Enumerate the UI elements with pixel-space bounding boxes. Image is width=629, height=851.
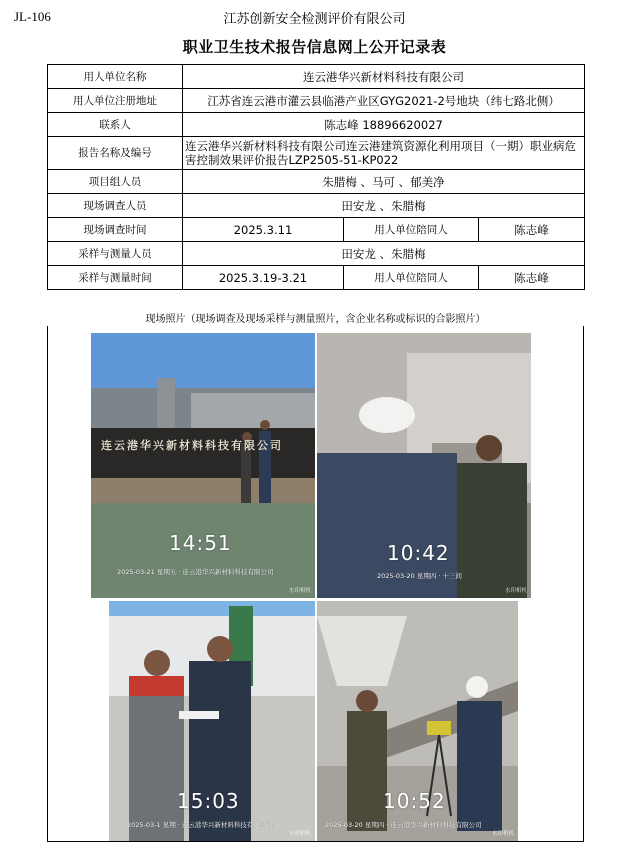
escort-label-1: 用人单位陪同人 (344, 218, 479, 242)
row-survey-staff (48, 194, 585, 218)
sampling-time-value: 2025.3.19-3.21 (183, 266, 344, 290)
team-label: 项目组人员 (48, 170, 183, 194)
sampling-staff-value: 田安龙 、朱腊梅 (183, 242, 585, 266)
row-address (48, 89, 585, 113)
photo-1-meta: 2025-03-21 星期五 · 连云港华兴新材料科技有限公司 (117, 568, 274, 576)
row-team (48, 170, 585, 194)
document-number: JL-106 (14, 9, 51, 24)
factory-sign: 连云港华兴新材料科技有限公司 (101, 439, 283, 452)
page-title: 职业卫生技术报告信息网上公开记录表 (182, 38, 447, 56)
address-label: 用人单位注册地址 (48, 89, 183, 113)
row-sampling-staff (48, 242, 585, 266)
employer-name-value: 连云港华兴新材料科技有限公司 (183, 65, 585, 89)
contact-label: 联系人 (48, 113, 183, 137)
contact-value: 陈志峰 18896620027 (183, 113, 585, 137)
site-photo-1 (91, 333, 315, 598)
escort-label-2: 用人单位陪同人 (344, 266, 479, 290)
survey-time-label: 现场调查时间 (48, 218, 183, 242)
site-photo-4 (317, 601, 518, 841)
row-contact (48, 113, 585, 137)
row-employer-name (48, 65, 585, 89)
record-table (47, 64, 585, 290)
sampling-time-label: 采样与测量时间 (48, 266, 183, 290)
survey-time-value: 2025.3.11 (183, 218, 344, 242)
survey-staff-value: 田安龙 、朱腊梅 (183, 194, 585, 218)
row-report (48, 137, 585, 170)
escort-value-2: 陈志峰 (479, 266, 585, 290)
survey-staff-label: 现场调查人员 (48, 194, 183, 218)
photos-caption: 现场照片（现场调查及现场采样与测量照片，含企业名称或标识的合影照片） (145, 314, 486, 325)
photo-4-meta: 2025-03-20 星期四 · 连云港华兴新材料科技有限公司 (325, 821, 482, 829)
escort-value-1: 陈志峰 (479, 218, 585, 242)
photo-3-time: 15:03 (177, 789, 240, 813)
photo-4-watermark: 水印相机 (491, 831, 514, 837)
photo-1-time: 14:51 (169, 531, 232, 555)
row-survey-time (48, 218, 585, 242)
photo-3-watermark: 水印相机 (288, 831, 311, 837)
team-value: 朱腊梅 、马可 、郁美净 (183, 170, 585, 194)
site-photo-3 (109, 601, 315, 841)
photo-2-time: 10:42 (387, 541, 450, 565)
report-label: 报告名称及编号 (48, 137, 183, 170)
photo-1-watermark: 水印相机 (288, 588, 311, 594)
site-photo-2 (317, 333, 531, 598)
photo-2-watermark: 水印相机 (504, 588, 527, 594)
photo-4-time: 10:52 (383, 789, 446, 813)
address-value: 江苏省连云港市灌云县临港产业区GYG2021-2号地块（纬七路北侧） (183, 89, 585, 113)
photo-3-meta: 2025-03-1 星期 · 连云港华兴新材料科技有限公司 (127, 821, 273, 829)
sampling-staff-label: 采样与测量人员 (48, 242, 183, 266)
company-name: 江苏创新安全检测评价有限公司 (223, 12, 406, 27)
employer-name-label: 用人单位名称 (48, 65, 183, 89)
row-sampling-time (48, 266, 585, 290)
report-value: 连云港华兴新材料科技有限公司连云港建筑资源化利用项目（一期）职业病危害控制效果评价报告LZP2505-51-KP022 (183, 137, 585, 170)
photo-2-meta: 2025-03-20 星期四 · 十三间 (377, 572, 463, 580)
